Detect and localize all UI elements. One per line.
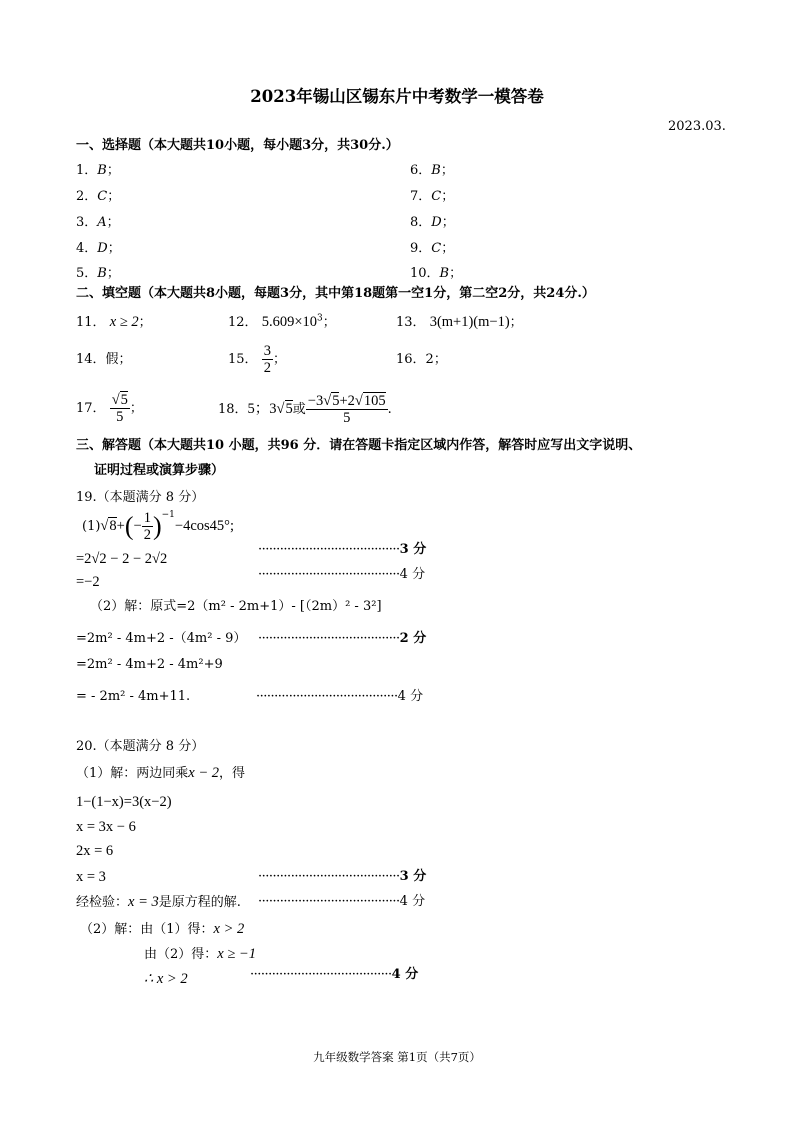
item-sep: ； [449,266,463,281]
item-answer: C [97,189,108,204]
item-number: 14． [76,352,106,367]
item-sep: ； [509,315,523,330]
item-sep: ； [441,241,455,256]
part-label: (1) [82,519,101,534]
item-number: 9． [410,241,432,256]
q19-part2-line-4: = - 2m² - 4m+11. [76,689,191,704]
denominator: 2 [263,360,271,376]
dot-leader: ······································· [258,869,400,884]
radicand: 5 [332,393,340,409]
score: 3 分 [399,542,427,557]
item-number: 6． [410,163,432,178]
inequality: x ≥ −1 [217,946,256,962]
item-answer: 2； [425,352,447,367]
item-sep: ； [106,215,120,230]
item-answer: D [97,241,108,256]
q19-header: 19.（本题满分 8 分） [76,490,205,505]
choice-item [76,240,121,258]
q20-part2-c: ∴ x > 2 [144,971,188,987]
fill-item-15 [228,341,286,379]
radicand: 105 [363,393,386,409]
page-footer: 九年级数学答案 第1页（共7页） [313,1050,481,1064]
num-part: +2 [339,393,355,409]
dot-leader: ······································· [250,967,392,982]
section-3-heading: 三、解答题（本大题共10 小题，共96 分．请在答题卡指定区域内作答，解答时应写出文字说明、 [76,438,642,453]
q20-part2-a [80,920,244,939]
item-answer: 5；3 [247,401,277,417]
heading-part: 第18题第一空1分，第二空2分 [341,286,521,301]
q19-step-1: =2√2 − 2 − 2√2 [76,551,168,567]
item-answer: x ≥ 2 [109,314,139,330]
heading-part: 二、填空题（本大题共8小题，每题3分，其中 [76,286,342,301]
fraction [306,393,388,426]
item-answer: C [431,189,442,204]
q20-check [76,893,241,912]
q20-part1-intro [76,764,245,783]
item-answer: B [439,266,450,281]
intro-text: ，得 [219,766,246,781]
choice-item [410,214,455,232]
denominator: 5 [343,410,351,426]
numerator: −3√5+2√105 [307,393,386,409]
score-line [258,630,426,648]
fraction [110,392,130,425]
item-number: 7． [410,189,432,204]
item-number: 12． [228,315,258,330]
or-word: 或 [292,402,306,417]
item-sep: ； [272,352,286,367]
item-sep: ； [441,215,455,230]
q20-line-3: 2x = 6 [76,843,114,859]
score: 4 分 [391,967,419,982]
page-title: 2023年锡山区锡东片中考数学一模答卷 [250,87,544,106]
exam-date: 2023.03. [668,119,726,134]
section-3-heading-cont: 证明过程或演算步骤） [94,463,225,478]
score-line [256,688,423,706]
operator: − [133,518,142,534]
item-sep: ； [138,315,152,330]
q20-line-2: x = 3x − 6 [76,819,136,835]
radicand: 8 [109,518,117,534]
fraction [142,510,153,543]
fill-item-12 [228,313,336,332]
fraction [262,343,273,376]
check-text: 经检验： [76,895,129,910]
score: 4 分 [399,894,426,909]
score-line [258,893,425,911]
check-math: x = 3 [128,894,159,910]
q20-line-1: 1−(1−x)=3(x−2) [76,794,172,810]
item-number: 5． [76,266,98,281]
fill-item-17 [76,390,143,428]
score: 3 分 [399,869,427,884]
choice-item [410,162,454,180]
choice-item [76,265,120,283]
radicand: 5 [285,401,293,417]
q20-line-4: x = 3 [76,869,106,885]
intro-math: x − 2 [188,765,220,781]
fill-item-16 [396,351,447,369]
item-sep: ； [107,189,121,204]
heading-part: ，共24分.） [520,286,595,301]
item-number: 16． [396,352,426,367]
item-answer: 3(m+1)(m−1) [429,314,510,330]
item-number: 3． [76,215,98,230]
item-number: 13． [396,315,426,330]
choice-item [76,162,120,180]
dot-leader: ······································· [258,567,400,582]
item-number: 15． [228,352,258,367]
item-sep: ； [322,315,336,330]
score-line [258,566,425,584]
expression-tail: −4cos45°; [174,518,234,534]
choice-item [76,188,120,206]
item-number: 4． [76,241,98,256]
item-number: 17． [76,401,106,416]
intro-text: （1）解：两边同乘 [76,766,189,781]
section-2-heading [76,285,595,303]
item-sep: ； [106,163,120,178]
item-number: 8． [410,215,432,230]
choice-item [76,214,120,232]
item-answer: B [97,266,107,281]
score: 2 分 [399,631,427,646]
dot-leader: ······································· [258,542,400,557]
exponent: −1 [161,509,175,520]
item-number: 2． [76,189,98,204]
item-sep: . [387,402,392,417]
radicand: 5 [120,392,128,408]
denominator: 5 [116,409,124,425]
item-answer: D [431,215,442,230]
item-answer: B [97,163,107,178]
numerator: √5 [111,392,128,408]
score-line [258,541,426,559]
score-line [250,966,418,984]
item-sep: ； [441,189,455,204]
choice-item [410,265,462,283]
item-sep: ； [107,241,121,256]
item-answer: A [97,215,107,230]
denominator: 2 [143,527,151,543]
item-number: 10． [410,266,440,281]
item-sep: ； [106,266,120,281]
item-sep: ； [129,401,143,416]
fill-item-13 [396,313,523,332]
score: 4 分 [399,567,426,582]
part-label: （2）解：由（1）得： [80,922,214,937]
q19-part2-line-3: =2m² - 4m+2 - 4m²+9 [76,657,223,672]
fill-item-14 [76,351,132,369]
operator: + [116,518,125,534]
item-answer: 5.609×10 [261,314,317,330]
item-sep: ； [440,163,454,178]
q19-part2-line-1: （2）解：原式=2（m² - 2m+1）- [（2m）² - 3²] [90,599,382,614]
q20-part2-b [144,945,256,964]
dot-leader: ······································· [258,631,400,646]
choice-item [410,240,454,258]
q19-part2-line-2: =2m² - 4m+2 -（4m² - 9） [76,631,247,646]
q19-part1-problem: (1)√8+(− $\frac{1}{2}$ )$^{-1}$−4cos45°; [82,509,234,543]
fill-item-18: 18．5；3√5或 $\frac{-3√5+2√105}{5}$ . [218,393,392,426]
item-number: 11． [76,315,106,330]
exponent: 3 [317,313,323,324]
item-number: 18． [218,402,248,417]
fill-item-11 [76,313,152,332]
score-line [258,868,426,886]
numerator: 1 [143,510,151,526]
part-label: 由（2）得： [144,947,218,962]
inequality: x > 2 [213,921,245,937]
section-1-heading: 一、选择题（本大题共10小题，每小题3分，共30分.） [76,138,399,153]
num-part: −3 [307,393,324,409]
item-answer: C [431,241,442,256]
item-number: 1． [76,163,98,178]
q20-header: 20.（本题满分 8 分） [76,739,205,754]
numerator: 3 [263,343,271,359]
dot-leader: ······································· [258,894,400,909]
item-answer: 假； [105,352,132,367]
score: 4 分 [397,689,424,704]
dot-leader: ······································· [256,689,398,704]
choice-item [410,188,454,206]
q19-step-2: =−2 [76,574,100,590]
check-text: 是原方程的解. [158,895,241,910]
item-answer: B [431,163,441,178]
